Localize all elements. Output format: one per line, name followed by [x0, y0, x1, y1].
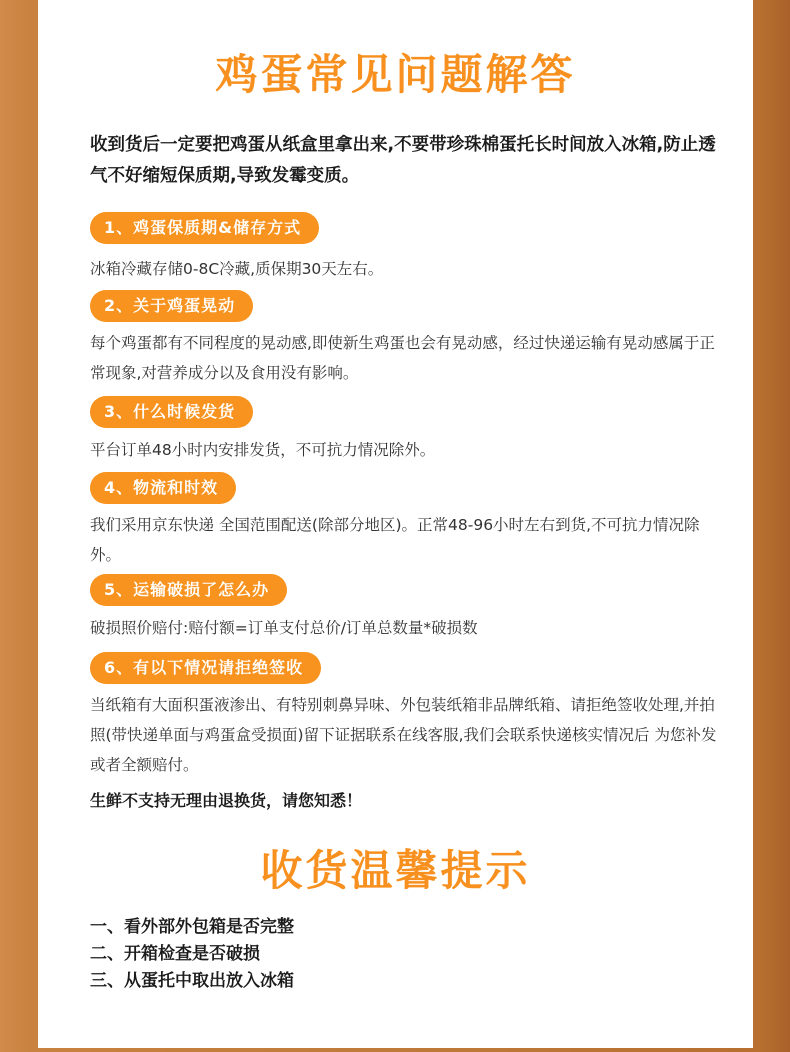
section-heading-4: 4、物流和时效: [90, 472, 236, 504]
tips-list: [90, 914, 294, 995]
section-text-1: 冰箱冷藏存储0-8C冷藏,质保期30天左右。: [90, 260, 384, 278]
tip-item: 一、看外部外包箱是否完整: [90, 917, 294, 937]
faq-title: 鸡蛋常见问题解答: [215, 50, 576, 99]
section-heading-5: 5、运输破损了怎么办: [90, 574, 287, 606]
content-card: [38, 0, 753, 1048]
section-heading-3: 3、什么时候发货: [90, 396, 253, 428]
section-text-4: 我们采用京东快递 全国范围配送(除部分地区)。正常48-96小时左右到货,不可抗力情况除外。: [90, 516, 700, 564]
tips-title: 收货温馨提示: [260, 846, 531, 895]
section-heading-2: 2、关于鸡蛋晃动: [90, 290, 253, 322]
tip-item: 三、从蛋托中取出放入冰箱: [90, 971, 294, 991]
section-text-6: 当纸箱有大面积蛋液渗出、有特别刺鼻异味、外包装纸箱非品牌纸箱、请拒绝签收处理,并拍照(带快递单面与鸡蛋盒受损面)留下证据联系在线客服,我们会联系快递核实情况后 为您补发或者全额赔付。: [90, 696, 717, 774]
intro-text: 收到货后一定要把鸡蛋从纸盒里拿出来,不要带珍珠棉蛋托长时间放入冰箱,防止透气不好缩短保质期,导致发霉变质。: [90, 135, 716, 186]
section-text-5: 破损照价赔付:赔付额=订单支付总价/订单总数量*破损数: [90, 619, 478, 637]
section-text-3: 平台订单48小时内安排发货，不可抗力情况除外。: [90, 441, 436, 459]
tip-item: 二、开箱检查是否破损: [90, 944, 260, 964]
section-heading-6: 6、有以下情况请拒绝签收: [90, 652, 321, 684]
section-text-2: 每个鸡蛋都有不同程度的晃动感,即使新生鸡蛋也会有晃动感，经过快递运输有晃动感属于正常现象,对营养成分以及食用没有影响。: [90, 334, 715, 382]
section-heading-1: 1、鸡蛋保质期&储存方式: [90, 212, 319, 244]
closing-notice: 生鲜不支持无理由退换货，请您知悉！: [90, 791, 363, 810]
